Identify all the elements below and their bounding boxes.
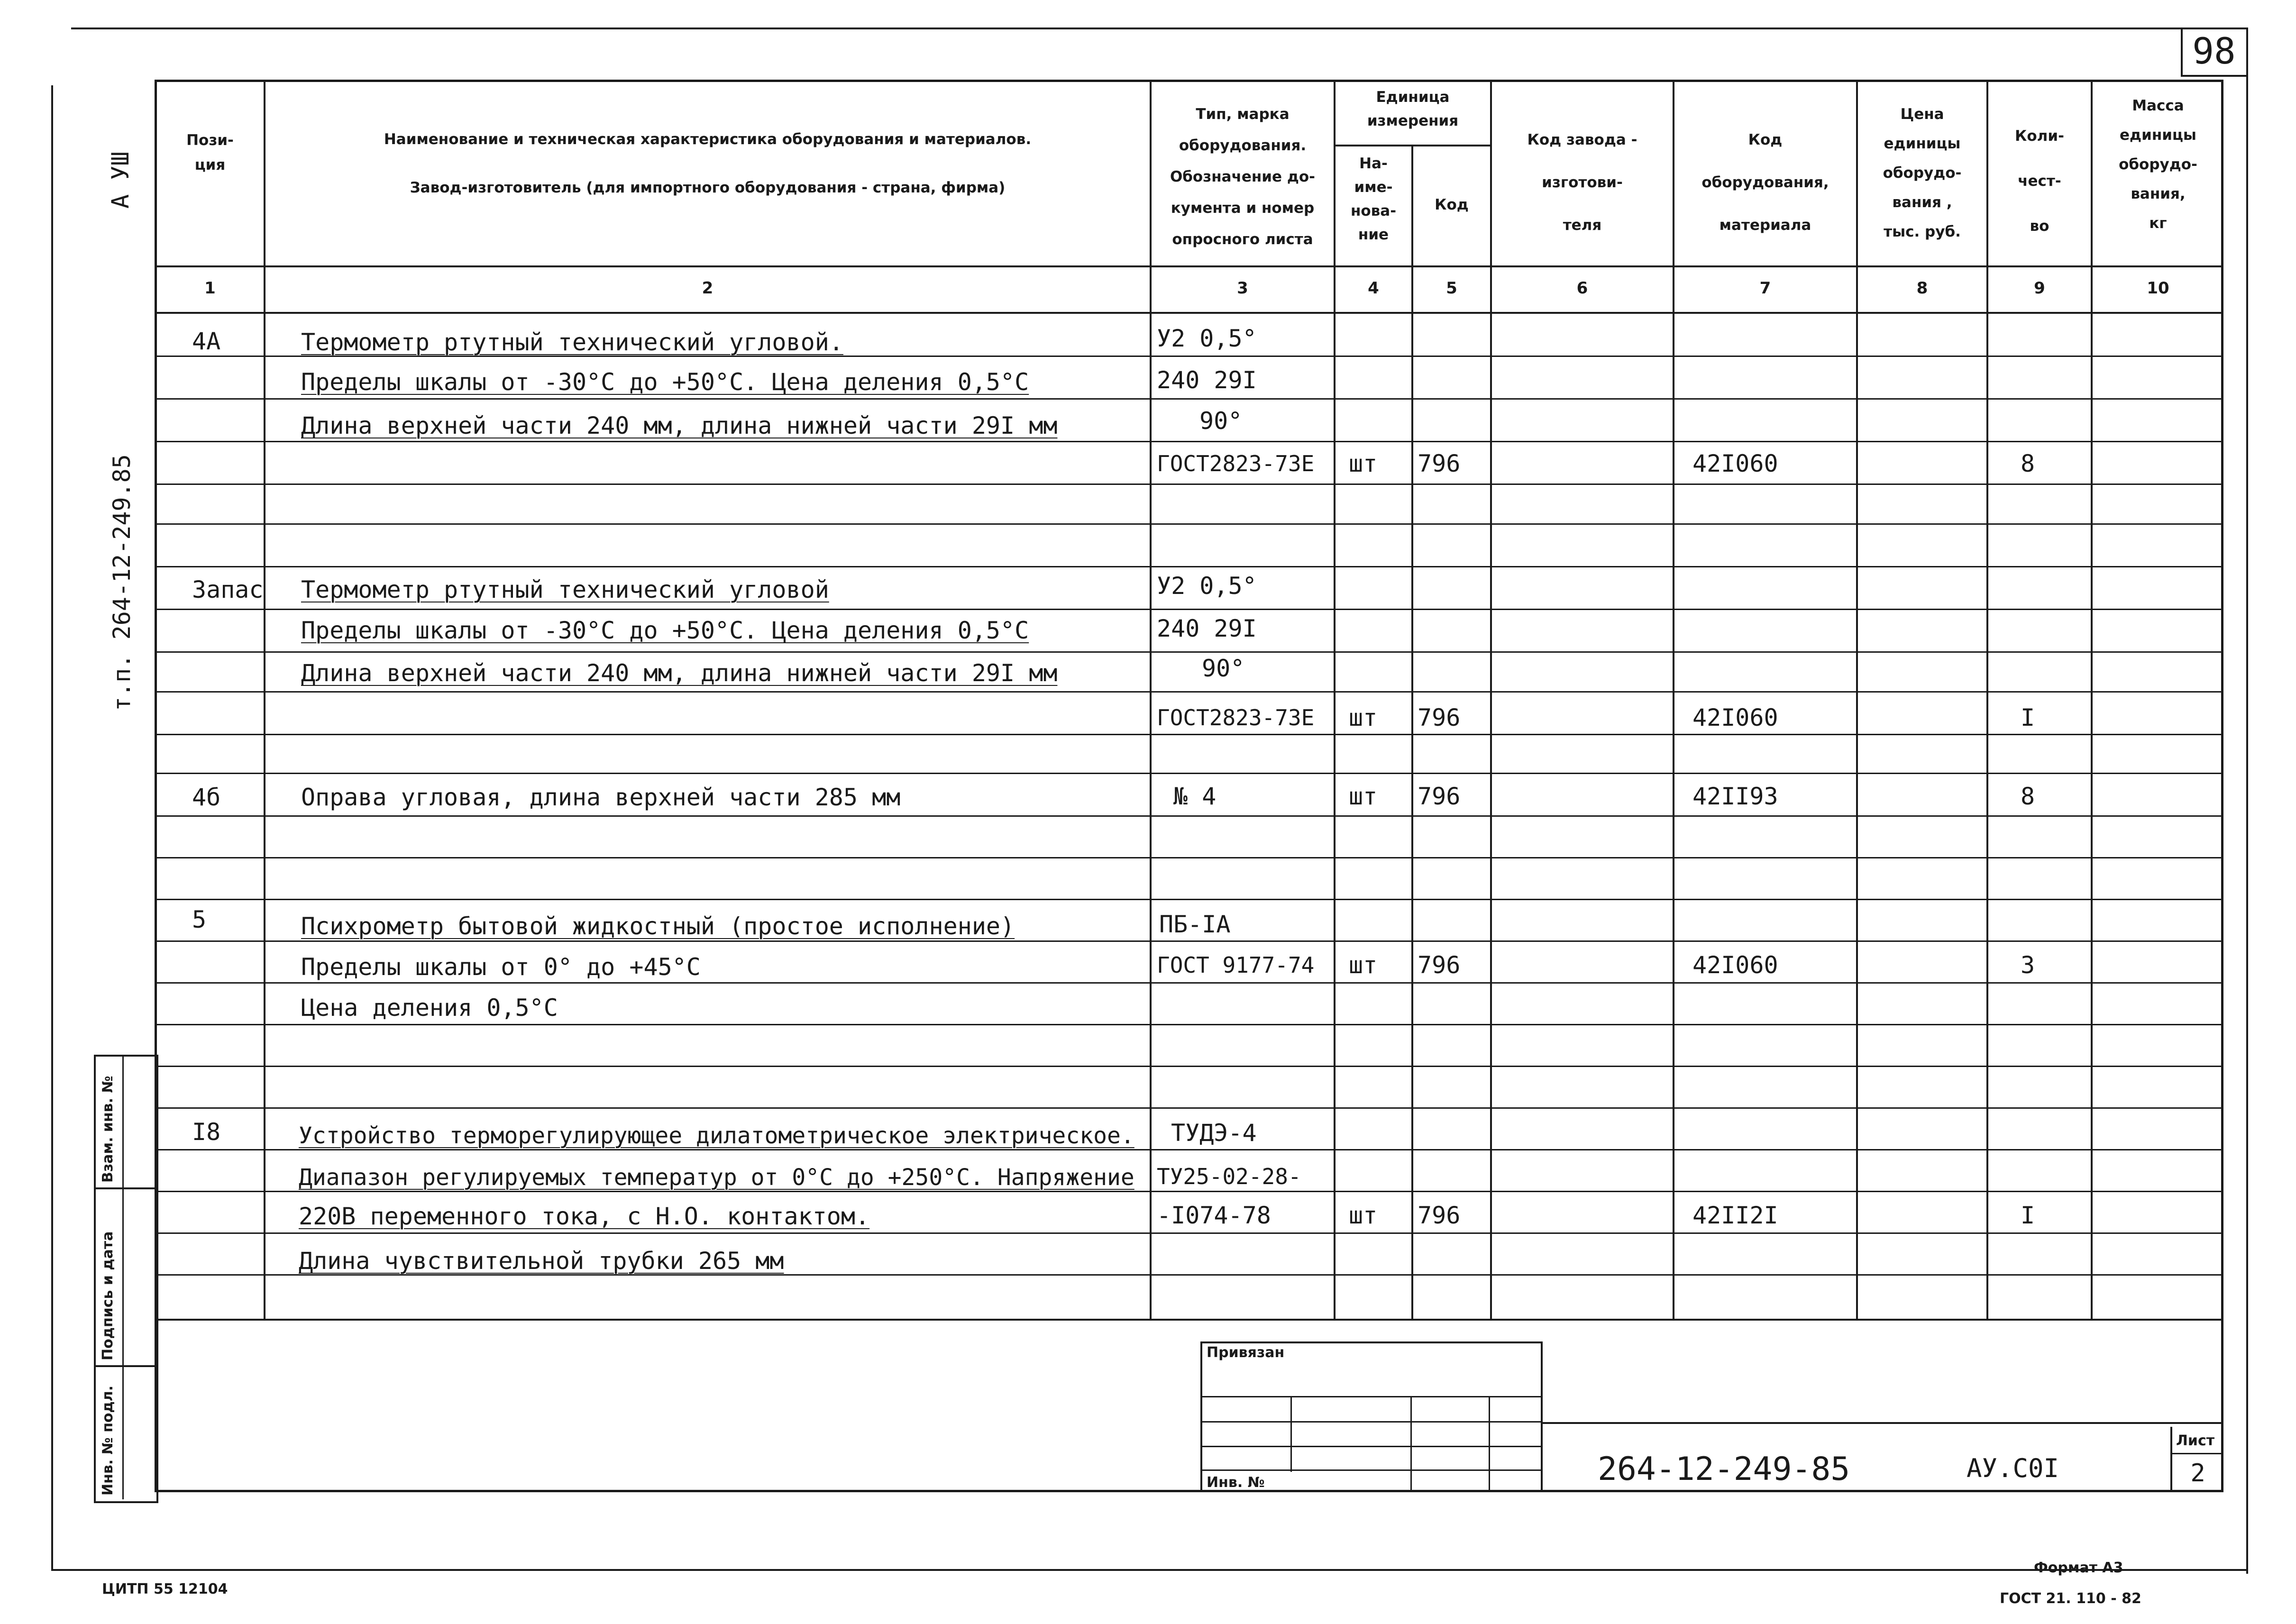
- cell-pos: Запас: [192, 576, 264, 603]
- cell-type: У2 0,5°: [1157, 325, 1257, 352]
- sheet-number: 98: [2192, 30, 2236, 72]
- row-line: [155, 1232, 2223, 1234]
- cell-pos: I8: [192, 1118, 221, 1146]
- row-line: [155, 651, 2223, 653]
- unit-header-split: [1334, 145, 1492, 146]
- sheet-label: Лист: [2176, 1432, 2215, 1449]
- cell-equip: 42I060: [1692, 951, 1778, 979]
- header-bottom-line: [155, 265, 2223, 267]
- title-h3: [1200, 1446, 1543, 1447]
- header-plant-code: Код завода - изготови- теля: [1527, 131, 1637, 234]
- colnum-1: 1: [204, 279, 216, 298]
- cell-type: ТУ25-02-28-: [1157, 1164, 1301, 1189]
- cell-code: 796: [1418, 783, 1461, 810]
- row-line: [155, 899, 2223, 900]
- cell-type: ГОСТ2823-73Е: [1157, 451, 1315, 476]
- header-unit-group: Единица измерения: [1367, 89, 1459, 129]
- cell-name: Психрометр бытовой жидкостный (простое исполнение): [301, 912, 1015, 940]
- title-h4: [1200, 1469, 1543, 1471]
- cell-qty: 3: [2021, 951, 2035, 979]
- header-unit-name: На- име- нова- ние: [1350, 155, 1397, 243]
- cell-unit: шт: [1349, 450, 1378, 477]
- title-v1: [1290, 1396, 1292, 1472]
- row-line: [155, 566, 2223, 567]
- cell-type: 90°: [1199, 407, 1243, 435]
- header-type: Тип, марка оборудования. Обозначение до- кумента и номер опросного листа: [1170, 106, 1316, 248]
- doc-code-vertical: т.п. 264-12-249.85: [108, 454, 136, 711]
- cell-qty: 8: [2021, 450, 2035, 477]
- header-price: Цена единицы оборудо- вания , тыс. руб.: [1883, 106, 1962, 240]
- cell-pos: 4б: [192, 784, 221, 811]
- cell-name: Устройство терморегулирующее дилатометрическое электрическое.: [299, 1122, 1134, 1149]
- header-name-line1: Наименование и техническая характеристика оборудования и материалов.: [384, 131, 1032, 148]
- row-line: [155, 691, 2223, 693]
- cell-code: 796: [1418, 704, 1461, 731]
- row-line: [155, 982, 2223, 984]
- cell-type: ПБ-IА: [1159, 911, 1231, 938]
- cell-name: Термометр ртутный технический угловой: [301, 576, 829, 603]
- top-frame-line: [71, 27, 2247, 29]
- cell-unit: шт: [1349, 1202, 1378, 1229]
- cell-code: 796: [1418, 1202, 1461, 1229]
- cell-pos: 5: [192, 906, 207, 933]
- cell-name: Диапазон регулируемых температур от 0°С до +250°С. Напряжение: [299, 1164, 1134, 1191]
- left-stamp-h2: [94, 1365, 156, 1367]
- footer-left: ЦИТП 55 12104: [102, 1581, 228, 1597]
- left-stamp-divider: [122, 1055, 124, 1499]
- cell-name: 220В переменного тока, с Н.О. контактом.: [299, 1203, 870, 1230]
- stamp-vzam: Взам. инв. №: [100, 1076, 116, 1183]
- cell-pos: 4А: [192, 328, 221, 355]
- row-line: [155, 523, 2223, 525]
- left-frame-line: [51, 85, 53, 1569]
- cell-equip: 42II2I: [1692, 1202, 1778, 1229]
- table-bottom-inner: [155, 1319, 2223, 1321]
- doc-code: АУ.С0I: [1967, 1453, 2059, 1483]
- cell-equip: 42I060: [1692, 450, 1778, 477]
- colnum-7: 7: [1759, 279, 1771, 298]
- title-h2: [1200, 1421, 1543, 1423]
- privyazan-label: Привязан: [1207, 1344, 1285, 1361]
- row-line: [155, 1066, 2223, 1067]
- header-pos: Пози- ция: [186, 132, 234, 173]
- header-equip-code: Код оборудования, материала: [1701, 131, 1829, 234]
- stamp-podpis: Подпись и дата: [100, 1231, 116, 1360]
- colnum-10: 10: [2147, 279, 2169, 298]
- cell-equip: 42II93: [1692, 783, 1778, 810]
- cell-name: Цена деления 0,5°С: [301, 994, 558, 1022]
- cell-equip: 42I060: [1692, 704, 1778, 731]
- header-mass: Масса единицы оборудо- вания, кг: [2119, 97, 2197, 232]
- cell-qty: 8: [2021, 783, 2035, 810]
- cell-name: Термометр ртутный технический угловой.: [301, 328, 843, 356]
- row-line: [155, 940, 2223, 942]
- cell-name: Пределы шкалы от 0° до +45°С: [301, 953, 701, 981]
- colnum-5: 5: [1446, 279, 1457, 298]
- cell-type: 240 29I: [1157, 366, 1257, 394]
- row-line: [155, 398, 2223, 400]
- cell-type: -I074-78: [1157, 1202, 1271, 1229]
- stamp-inv-podl: Инв. № подл.: [100, 1385, 116, 1496]
- row-line: [155, 815, 2223, 817]
- cell-name: Длина верхней части 240 мм, длина нижней части 29I мм: [301, 659, 1058, 687]
- cell-unit: шт: [1349, 704, 1378, 731]
- cell-qty: I: [2021, 1202, 2035, 1229]
- cell-type: У2 0,5°: [1157, 572, 1257, 600]
- cell-name: Длина чувствительной трубки 265 мм: [299, 1247, 784, 1275]
- row-line: [155, 734, 2223, 735]
- cell-code: 796: [1418, 450, 1461, 477]
- cell-type: 90°: [1202, 655, 1245, 682]
- row-line: [155, 857, 2223, 858]
- footer-format: Формат А3: [2034, 1560, 2123, 1576]
- row-line: [155, 1024, 2223, 1025]
- title-main-top: [1543, 1422, 2223, 1424]
- cell-name: Оправа угловая, длина верхней части 285 мм: [301, 784, 901, 811]
- cell-name: Пределы шкалы от -30°С до +50°С. Цена деления 0,5°С: [301, 368, 1029, 396]
- header-qty: Коли- чест- во: [2015, 128, 2064, 235]
- cell-type: ГОСТ 9177-74: [1157, 952, 1315, 978]
- row-line: [155, 773, 2223, 774]
- row-line: [155, 1107, 2223, 1109]
- doc-number: 264-12-249-85: [1598, 1451, 1850, 1488]
- inv-no-label: Инв. №: [1207, 1474, 1265, 1491]
- header-unit-code: Код: [1435, 196, 1469, 213]
- colnum-4: 4: [1368, 279, 1379, 298]
- bottom-frame-line: [51, 1569, 2247, 1571]
- cell-type: № 4: [1173, 783, 1217, 810]
- section-vertical: А УШ: [107, 151, 134, 209]
- title-h1: [1200, 1396, 1543, 1397]
- cell-type: ГОСТ2823-73Е: [1157, 705, 1315, 730]
- header-name-line2: Завод-изготовитель (для импортного оборудования - страна, фирма): [410, 179, 1006, 196]
- row-line: [155, 441, 2223, 442]
- left-stamp-h1: [94, 1187, 156, 1189]
- cell-type: ТУДЭ-4: [1171, 1119, 1257, 1147]
- colnum-8: 8: [1916, 279, 1928, 298]
- cell-type: 240 29I: [1157, 615, 1257, 642]
- title-v3: [1489, 1396, 1490, 1492]
- row-line: [155, 609, 2223, 610]
- cell-qty: I: [2021, 704, 2035, 731]
- colnum-6: 6: [1576, 279, 1588, 298]
- footer-gost: ГОСТ 21. 110 - 82: [2000, 1590, 2141, 1607]
- title-v2: [1410, 1396, 1412, 1492]
- sheet-box-split: [2170, 1453, 2223, 1454]
- cell-name: Длина верхней части 240 мм, длина нижней части 29I мм: [301, 412, 1058, 439]
- cell-name: Пределы шкалы от -30°С до +50°С. Цена деления 0,5°С: [301, 617, 1029, 644]
- colnum-3: 3: [1237, 279, 1248, 298]
- colnum-bottom-line: [155, 312, 2223, 314]
- cell-unit: шт: [1349, 783, 1378, 810]
- colnum-9: 9: [2034, 279, 2045, 298]
- row-line: [155, 484, 2223, 485]
- right-frame-line: [2246, 27, 2248, 1574]
- col-line-4: [1411, 145, 1413, 1320]
- cell-unit: шт: [1349, 951, 1378, 979]
- cell-code: 796: [1418, 951, 1461, 979]
- colnum-2: 2: [702, 279, 713, 298]
- sheet-value: 2: [2190, 1459, 2205, 1487]
